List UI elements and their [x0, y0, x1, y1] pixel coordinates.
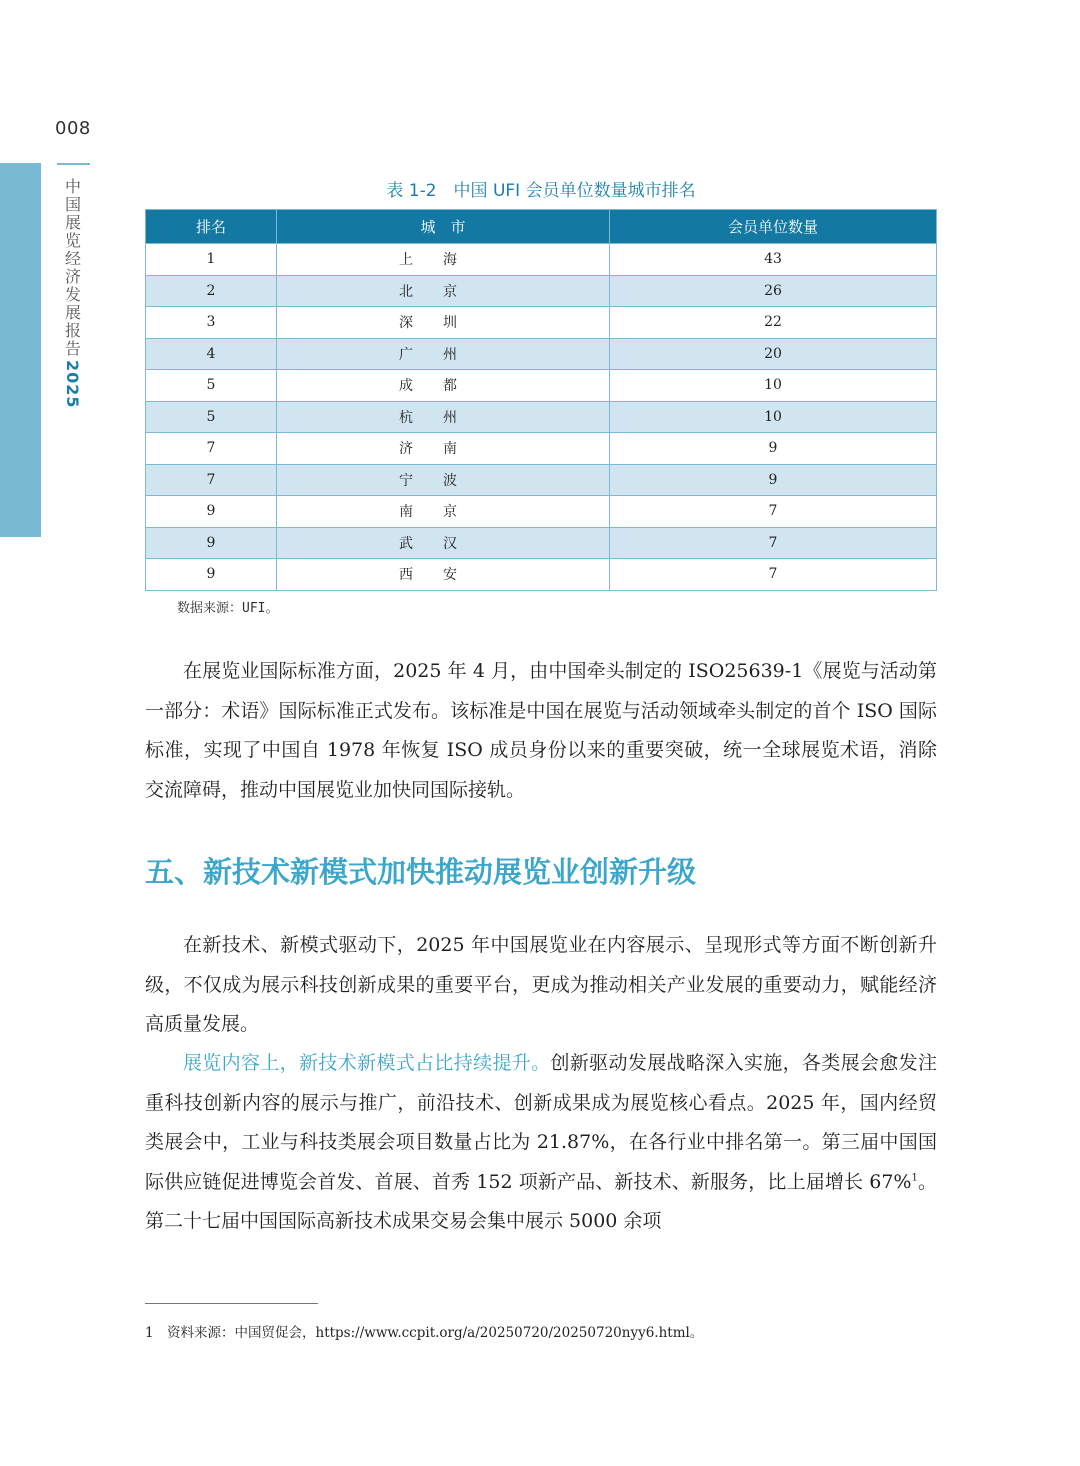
cell-count: 7	[610, 496, 937, 528]
table-row	[146, 370, 937, 402]
running-title-char: 发	[64, 285, 81, 304]
table-row	[146, 433, 937, 465]
cell-city: 上海	[277, 244, 610, 276]
cell-count: 7	[610, 527, 937, 559]
table-source-note: 数据来源：UFI。	[177, 601, 279, 616]
table-row	[146, 307, 937, 339]
paragraph-content	[145, 1044, 937, 1242]
table-row	[146, 338, 937, 370]
side-color-strip	[0, 163, 41, 537]
running-title-char: 览	[64, 231, 81, 250]
header-member-count: 会员单位数量	[610, 210, 937, 244]
cell-city: 宁波	[277, 464, 610, 496]
running-title	[62, 178, 84, 409]
cell-city: 南京	[277, 496, 610, 528]
footnote-divider	[145, 1303, 318, 1304]
table-row	[146, 527, 937, 559]
running-title-char: 展	[64, 213, 81, 232]
page-number-rule	[57, 163, 90, 165]
cell-rank: 3	[146, 307, 277, 339]
footnote-number: 1	[145, 1325, 154, 1341]
running-title-char: 报	[64, 321, 81, 340]
header-city: 城 市	[277, 210, 610, 244]
cell-count: 22	[610, 307, 937, 339]
cell-city: 杭州	[277, 401, 610, 433]
cell-city: 西安	[277, 559, 610, 591]
cell-city: 北京	[277, 275, 610, 307]
paragraph-text: 。第二十七届中国国际高新技术成果交易会集中展示 5000 余项	[145, 1170, 937, 1232]
footnote-text: 资料来源：中国贸促会，https://www.ccpit.org/a/20250720/20250720nyy6.html。	[167, 1325, 704, 1341]
cell-rank: 7	[146, 464, 277, 496]
table-row	[146, 559, 937, 591]
running-title-char: 展	[64, 303, 81, 322]
table-row	[146, 275, 937, 307]
running-title-char: 经	[64, 249, 81, 268]
table-row	[146, 401, 937, 433]
cell-count: 43	[610, 244, 937, 276]
table-caption: 表 1-2 中国 UFI 会员单位数量城市排名	[386, 181, 696, 201]
table-header-row	[146, 210, 937, 244]
paragraph-iso-standard: 在展览业国际标准方面，2025 年 4 月，由中国牵头制定的 ISO25639-1《展览与活动第一部分：术语》国际标准正式发布。该标准是中国在展览与活动领域牵头制定的首个 ISO 国际标准，实现了中国自 1978 年恢复 ISO 成员身份以来的重要突破，统一全球展览术语，消除交流障碍，推动中国展览业加快同国际接轨。	[145, 660, 937, 801]
header-rank: 排名	[146, 210, 277, 244]
cell-rank: 1	[146, 244, 277, 276]
cell-count: 26	[610, 275, 937, 307]
cell-count: 10	[610, 370, 937, 402]
footnote-ref[interactable]: 1	[911, 1172, 918, 1184]
running-title-char: 济	[64, 267, 81, 286]
page-number: 008	[55, 118, 91, 139]
cell-rank: 5	[146, 370, 277, 402]
cell-rank: 9	[146, 559, 277, 591]
cell-city: 成都	[277, 370, 610, 402]
table-row	[146, 464, 937, 496]
cell-count: 20	[610, 338, 937, 370]
cell-count: 9	[610, 433, 937, 465]
running-title-char: 中	[64, 177, 81, 196]
cell-rank: 5	[146, 401, 277, 433]
running-title-year: 2025	[63, 360, 82, 409]
section-heading: 五、新技术新模式加快推动展览业创新升级	[145, 855, 697, 889]
cell-city: 济南	[277, 433, 610, 465]
table-row	[146, 496, 937, 528]
paragraph-highlight-lead: 展览内容上，新技术新模式占比持续提升。	[183, 1052, 551, 1074]
cell-rank: 9	[146, 527, 277, 559]
cell-rank: 4	[146, 338, 277, 370]
cell-city: 武汉	[277, 527, 610, 559]
footnote	[145, 1321, 703, 1341]
cell-count: 10	[610, 401, 937, 433]
cell-city: 广州	[277, 338, 610, 370]
cell-rank: 2	[146, 275, 277, 307]
paragraph-text: 创新驱动发展战略深入实施，各类展会愈发注重科技创新内容的展示与推广，前沿技术、创新成果成为展览核心看点。2025 年，国内经贸类展会中，工业与科技类展会项目数量占比为 21.87%，在各行业中排名第一。第三届中国国际供应链促进博览会首发、首展、首秀 152 项新产品、新技术、新服务，比上届增长 67%	[145, 1052, 937, 1193]
paragraph-intro: 在新技术、新模式驱动下，2025 年中国展览业在内容展示、呈现形式等方面不断创新升级，不仅成为展示科技创新成果的重要平台，更成为推动相关产业发展的重要动力，赋能经济高质量发展。	[145, 934, 937, 1035]
cell-count: 9	[610, 464, 937, 496]
ufi-city-ranking-table	[145, 209, 937, 591]
cell-rank: 7	[146, 433, 277, 465]
table-row	[146, 244, 937, 276]
cell-rank: 9	[146, 496, 277, 528]
running-title-char: 告	[64, 339, 81, 358]
cell-count: 7	[610, 559, 937, 591]
running-title-char: 国	[64, 195, 81, 214]
cell-city: 深圳	[277, 307, 610, 339]
